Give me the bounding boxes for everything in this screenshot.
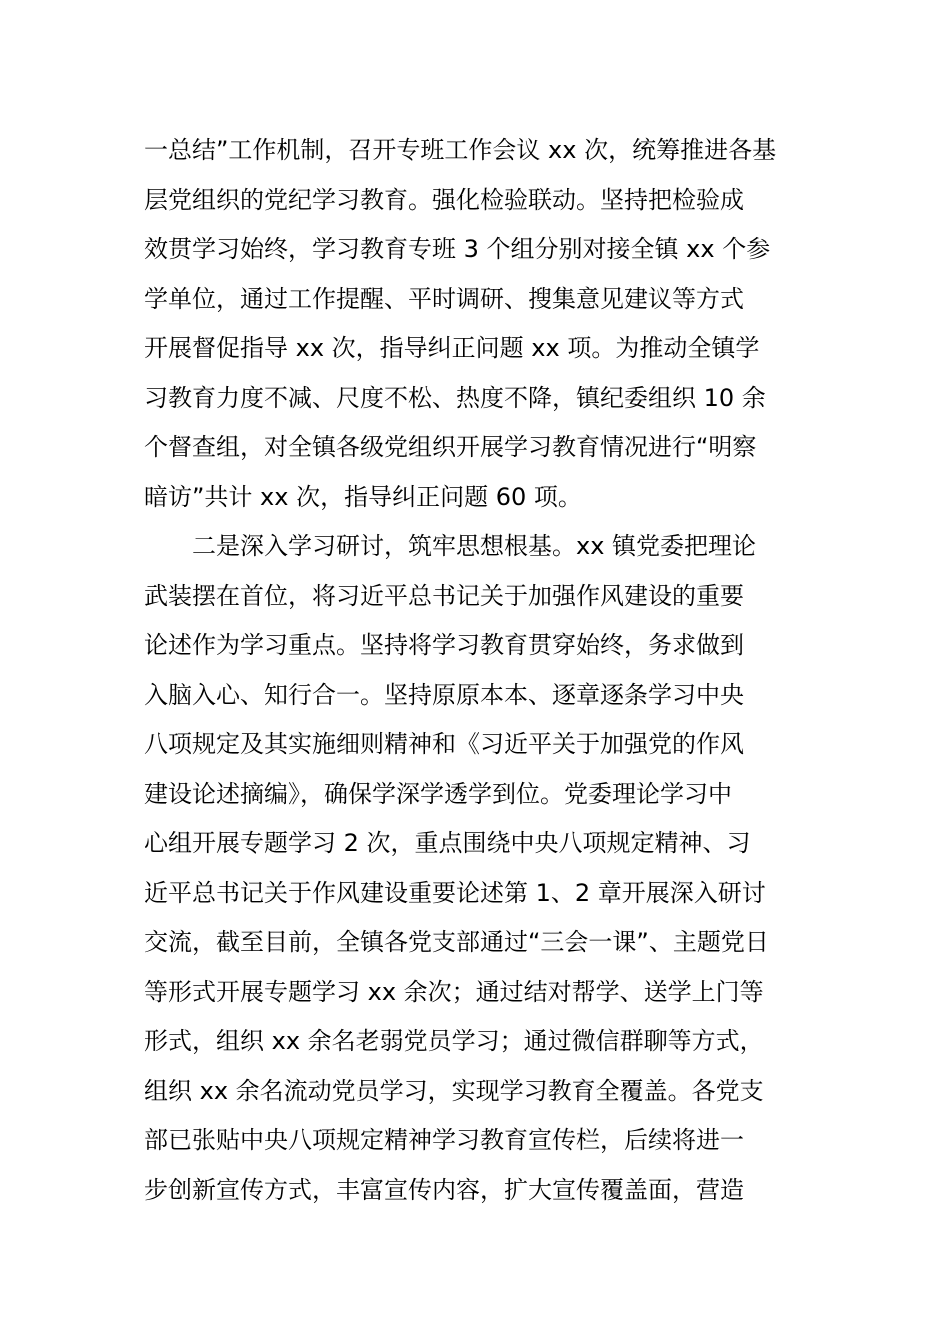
text-line: 交流，截至目前，全镇各党支部通过“三会一课”、主题党日 [144,928,769,956]
text-line: 论述作为学习重点。坚持将学习教育贯穿始终，务求做到 [144,631,744,659]
text-line: 个督查组，对全镇各级党组织开展学习教育情况进行“明察 [144,433,757,461]
text-line: 效贯学习始终，学习教育专班 3 个组分别对接全镇 xx 个参 [144,235,771,263]
text-line: 组织 xx 余名流动党员学习，实现学习教育全覆盖。各党支 [144,1076,764,1105]
text-line: 八项规定及其实施细则精神和《习近平关于加强党的作风 [144,730,744,758]
text-line: 形式，组织 xx 余名老弱党员学习；通过微信群聊等方式， [144,1027,764,1055]
text-line: 等形式开展专题学习 xx 余次；通过结对帮学、送学上门等 [144,977,764,1006]
text-line: 心组开展专题学习 2 次，重点围绕中央八项规定精神、习 [144,829,751,857]
text-line: 建设论述摘编》，确保学深学透学到位。党委理论学习中 [144,779,732,808]
text-line: 开展督促指导 xx 次，指导纠正问题 xx 项。为推动全镇学 [144,334,760,362]
text-line: 入脑入心、知行合一。坚持原原本本、逐章逐条学习中央 [144,680,744,709]
text-line: 步创新宣传方式，丰富宣传内容，扩大宣传覆盖面，营造 [144,1175,744,1204]
text-line: 武装摆在首位，将习近平总书记关于加强作风建设的重要 [144,581,744,610]
text-line: 习教育力度不减、尺度不松、热度不降，镇纪委组织 10 余 [144,383,766,412]
text-line: 层党组织的党纪学习教育。强化检验联动。坚持把检验成 [144,185,744,214]
text-line: 部已张贴中央八项规定精神学习教育宣传栏，后续将进一 [144,1126,744,1154]
text-line: 暗访”共计 xx 次，指导纠正问题 60 项。 [144,482,582,511]
text-line: 学单位，通过工作提醒、平时调研、搜集意见建议等方式 [144,284,744,313]
body-text [144,126,808,1215]
text-line: 近平总书记关于作风建设重要论述第 1、2 章开展深入研讨 [144,878,766,907]
text-line: 一总结”工作机制，召开专班工作会议 xx 次，统筹推进各基 [144,136,777,164]
paragraph-start-line: 二是深入学习研讨，筑牢思想根基。xx 镇党委把理论 [192,532,757,560]
